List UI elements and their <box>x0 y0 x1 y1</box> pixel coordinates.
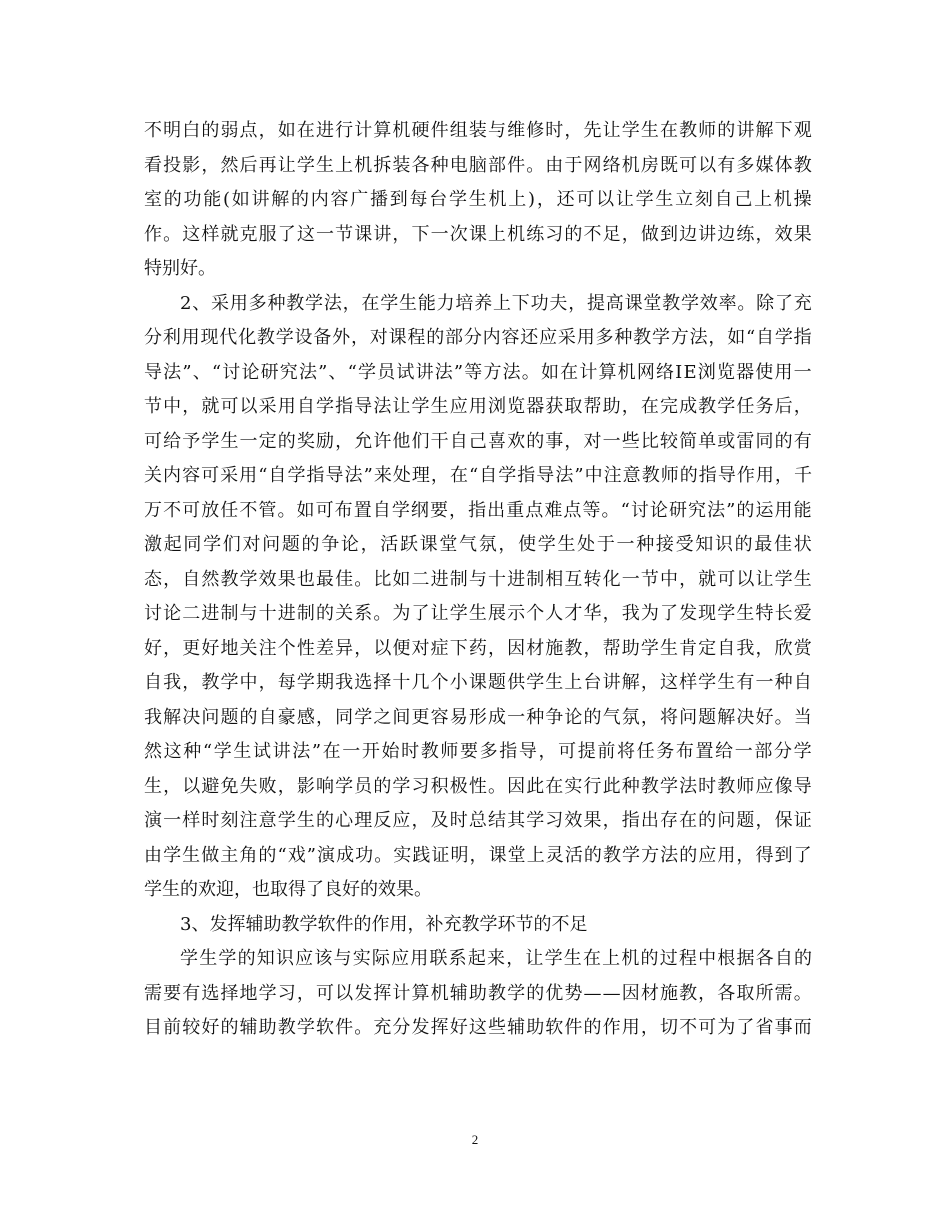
text-line: 讨 论 二 进 制 与 十 进 制 的 关 系 。 为 了 让 学 生 展 示 个 人 才 华 ， 我 为 了 发 现 学 生 特 长 爱 <box>144 603 812 624</box>
text-line: 学生的欢迎，也取得了良好的效果。 <box>144 879 432 900</box>
text-line: 演 一 样 时 刻 注 意 学 生 的 心 理 反 应 ， 及 时 总 结 其 学 习 效 果 ， 指 出 存 在 的 问 题 ， 保 证 <box>144 810 812 831</box>
text-line: 我 解 决 问 题 的 自 豪 感 ， 同 学 之 间 更 容 易 形 成 一 种 争 论 的 气 氛 ， 将 问 题 解 决 好 。 当 <box>144 706 812 728</box>
text-line: 可 给 予 学 生 一 定 的 奖 励 ， 允 许 他 们 干 自 己 喜 欢 的 事 ， 对 一 些 比 较 简 单 或 雷 同 的 有 <box>144 430 812 452</box>
text-line: 由 学 生 做 主 角 的 “ 戏 ” 演 成 功 。 实 践 证 明 ， 课 堂 上 灵 活 的 教 学 方 法 的 应 用 ， 得 到 了 <box>144 844 812 866</box>
text-line: 作 。 这 样 就 克 服 了 这 一 节 课 讲 ， 下 一 次 课 上 机 练 习 的 不 足 ， 做 到 边 讲 边 练 ， 效 果 <box>144 223 812 245</box>
text-line: 然 这 种 “ 学 生 试 讲 法 ” 在 一 开 始 时 教 师 要 多 指 导 ， 可 提 前 将 任 务 布 置 给 一 部 分 学 <box>144 741 812 762</box>
text-line: 学 生 学 的 知 识 应 该 与 实 际 应 用 联 系 起 来 ， 让 学 生 在 上 机 的 过 程 中 根 据 各 自 的 <box>180 948 812 969</box>
page-number: 2 <box>471 1132 479 1147</box>
text-line: 3、发挥辅助教学软件的作用，补充教学环节的不足 <box>180 913 588 935</box>
text-line: 不 明 白 的 弱 点 ， 如 在 进 行 计 算 机 硬 件 组 装 与 维 修 时 ， 先 让 学 生 在 教 师 的 讲 解 下 观 <box>144 120 812 141</box>
text-line: 目 前 较 好 的 辅 助 教 学 软 件 。 充 分 发 挥 好 这 些 辅 助 软 件 的 作 用 ， 切 不 可 为 了 省 事 而 <box>144 1017 812 1038</box>
body-text <box>144 114 812 1046</box>
text-line: 分 利 用 现 代 化 教 学 设 备 外 ， 对 课 程 的 部 分 内 容 还 应 采 用 多 种 教 学 方 法 ， 如 “ 自 学 指 <box>144 327 812 348</box>
text-line: 好 ， 更 好 地 关 注 个 性 差 异 ， 以 便 对 症 下 药 ， 因 材 施 教 ， 帮 助 学 生 肯 定 自 我 ， 欣 赏 <box>144 637 812 659</box>
text-line: 万 不 可 放 任 不 管 。 如 可 布 置 自 学 纲 要 ， 指 出 重 点 难 点 等 。 “ 讨 论 研 究 法 ” 的 运 用 能 <box>144 499 812 521</box>
text-line: 关 内 容 可 采 用 “ 自 学 指 导 法 ” 来 处 理 ， 在 “ 自 学 指 导 法 ” 中 注 意 教 师 的 指 导 作 用 ， 千 <box>144 465 812 486</box>
text-line: 节 中 ， 就 可 以 采 用 自 学 指 导 法 让 学 生 应 用 浏 览 器 获 取 帮 助 ， 在 完 成 教 学 任 务 后 ， <box>144 396 812 417</box>
text-line: 态 ， 自 然 教 学 效 果 也 最 佳 。 比 如 二 进 制 与 十 进 制 相 互 转 化 一 节 中 ， 就 可 以 让 学 生 <box>144 568 812 590</box>
text-line: 看 投 影 ， 然 后 再 让 学 生 上 机 拆 装 各 种 电 脑 部 件 。 由 于 网 络 机 房 既 可 以 有 多 媒 体 教 <box>144 154 812 176</box>
text-line: 需 要 有 选 择 地 学 习 ， 可 以 发 挥 计 算 机 辅 助 教 学 的 优 势 — — 因 材 施 教 ， 各 取 所 需 。 <box>144 982 812 1004</box>
text-line: 激 起 同 学 们 对 问 题 的 争 论 ， 活 跃 课 堂 气 氛 ， 使 学 生 处 于 一 种 接 受 知 识 的 最 佳 状 <box>144 534 812 555</box>
text-line: 室 的 功 能 ( 如 讲 解 的 内 容 广 播 到 每 台 学 生 机 上 ) ， 还 可 以 让 学 生 立 刻 自 己 上 机 操 <box>144 189 812 210</box>
text-line: 生 ， 以 避 免 失 败 ， 影 响 学 员 的 学 习 积 极 性 。 因 此 在 实 行 此 种 教 学 法 时 教 师 应 像 导 <box>144 775 812 797</box>
text-line: 2 、 采 用 多 种 教 学 法 ， 在 学 生 能 力 培 养 上 下 功 夫 ， 提 高 课 堂 教 学 效 率 。 除 了 充 <box>180 292 812 314</box>
text-line: 导 法 ” 、 “ 讨 论 研 究 法 ” 、 “ 学 员 试 讲 法 ” 等 方 法 。 如 在 计 算 机 网 络 I E 浏 览 器 使 用 一 <box>144 361 812 383</box>
text-line: 自 我 ， 教 学 中 ， 每 学 期 我 选 择 十 几 个 小 课 题 供 学 生 上 台 讲 解 ， 这 样 学 生 有 一 种 自 <box>144 672 812 693</box>
text-line: 特别好。 <box>144 258 216 279</box>
